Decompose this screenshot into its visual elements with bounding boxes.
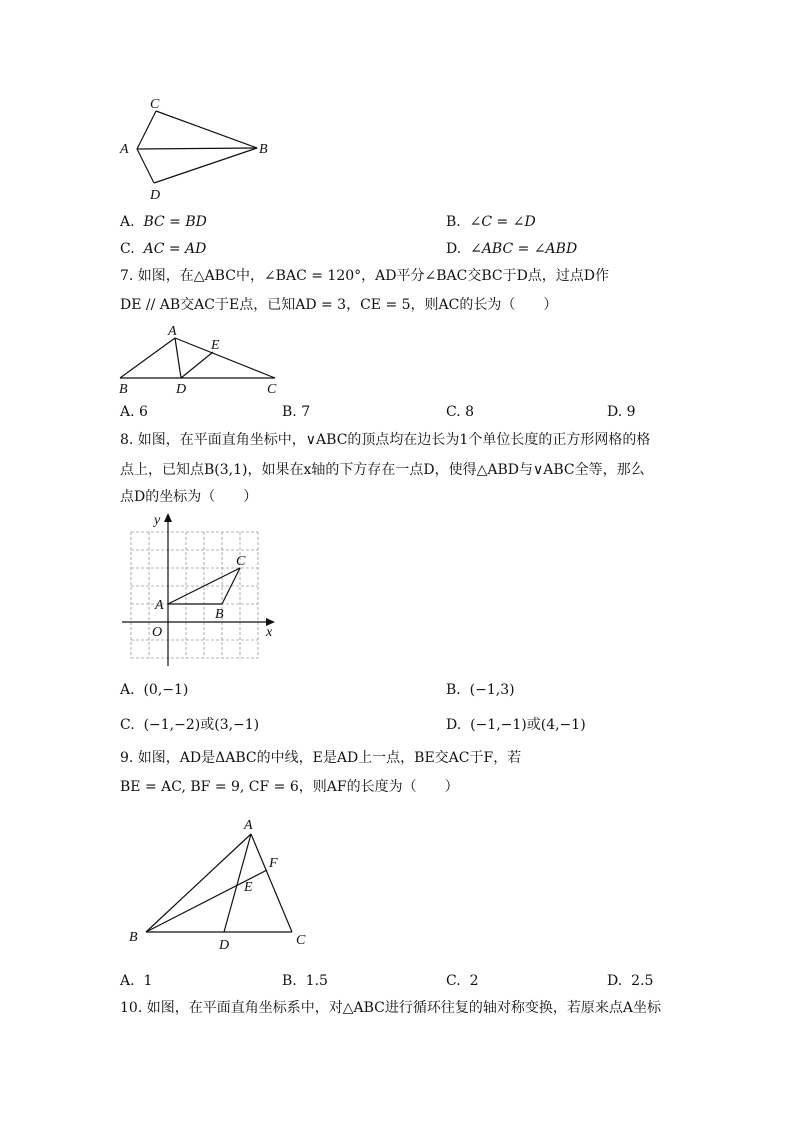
- q6-option-d[interactable]: D. ∠ABC = ∠ABD: [446, 241, 578, 257]
- q9-stem-line-2: BE = AC, BF = 9, CF = 6，则AF的长度为（ ）: [120, 779, 459, 795]
- q7-label-b: B: [119, 382, 128, 397]
- q9-figure: [118, 812, 318, 957]
- q8-option-c[interactable]: C. (−1,−2)或(3,−1): [120, 717, 260, 733]
- q7-label-e: E: [211, 338, 220, 353]
- q8-stem-line-2: 点上，已知点B(3,1)，如果在x轴的下方存在一点D，使得△ABD与∨ABC全等，那么: [120, 462, 645, 478]
- q8-label-b: B: [215, 607, 224, 622]
- q8-label-a: A: [155, 598, 164, 613]
- q6-figure: [110, 92, 280, 204]
- q7-option-c[interactable]: C. 8: [446, 404, 475, 420]
- q9-label-d: D: [219, 938, 230, 953]
- q9-option-b[interactable]: B. 1.5: [282, 973, 328, 989]
- q9-label-a: A: [244, 818, 253, 833]
- q9-stem-line-1: 9. 如图，AD是ΔABC的中线，E是AD上一点，BE交AC于F，若: [120, 750, 522, 766]
- q7-option-b[interactable]: B. 7: [282, 404, 311, 420]
- q9-option-c[interactable]: C. 2: [446, 973, 479, 989]
- q7-option-d[interactable]: D. 9: [607, 404, 636, 420]
- q9-label-b: B: [129, 930, 138, 945]
- q9-label-c: C: [296, 933, 306, 948]
- q8-label-c: C: [236, 554, 246, 569]
- q6-label-a: A: [120, 142, 129, 157]
- q7-stem-line-1: 7. 如图，在△ABC中，∠BAC = 120°，AD平分∠BAC交BC于D点，过点D作: [120, 268, 610, 284]
- q8-grid-figure: [118, 510, 288, 670]
- q6-label-c: C: [150, 97, 160, 112]
- q9-option-d[interactable]: D. 2.5: [607, 973, 654, 989]
- q7-option-a[interactable]: A. 6: [120, 404, 148, 420]
- q7-label-c: C: [267, 382, 277, 397]
- q6-label-b: B: [259, 142, 268, 157]
- q6-option-b[interactable]: B. ∠C = ∠D: [446, 214, 536, 230]
- q8-label-y: y: [154, 513, 161, 528]
- q6-option-a[interactable]: A. BC = BD: [120, 214, 207, 230]
- q9-label-f: F: [269, 856, 278, 871]
- q6-label-d: D: [150, 188, 161, 203]
- q8-option-b[interactable]: B. (−1,3): [446, 682, 515, 698]
- q7-label-a: A: [168, 324, 177, 339]
- q10-stem-line-1: 10. 如图，在平面直角坐标系中，对△ABC进行循环往复的轴对称变换，若原来点A坐标: [120, 1000, 661, 1016]
- q8-stem-line-3: 点D的坐标为（ ）: [120, 489, 258, 505]
- q7-figure: [110, 318, 290, 398]
- q7-label-d: D: [176, 382, 187, 397]
- q8-label-x: x: [266, 625, 273, 640]
- q7-stem-line-2: DE // AB交AC于E点，已知AD = 3，CE = 5，则AC的长为（ ）: [120, 297, 558, 313]
- q6-option-c[interactable]: C. AC = AD: [120, 241, 207, 257]
- q8-stem-line-1: 8. 如图，在平面直角坐标中，∨ABC的顶点均在边长为1个单位长度的正方形网格的格: [120, 432, 651, 448]
- q8-option-a[interactable]: A. (0,−1): [120, 682, 189, 698]
- q8-label-o: O: [152, 625, 163, 640]
- q8-option-d[interactable]: D. (−1,−1)或(4,−1): [446, 717, 586, 733]
- q9-option-a[interactable]: A. 1: [120, 973, 153, 989]
- y-axis-arrow: [164, 513, 172, 522]
- q9-label-e: E: [244, 880, 253, 895]
